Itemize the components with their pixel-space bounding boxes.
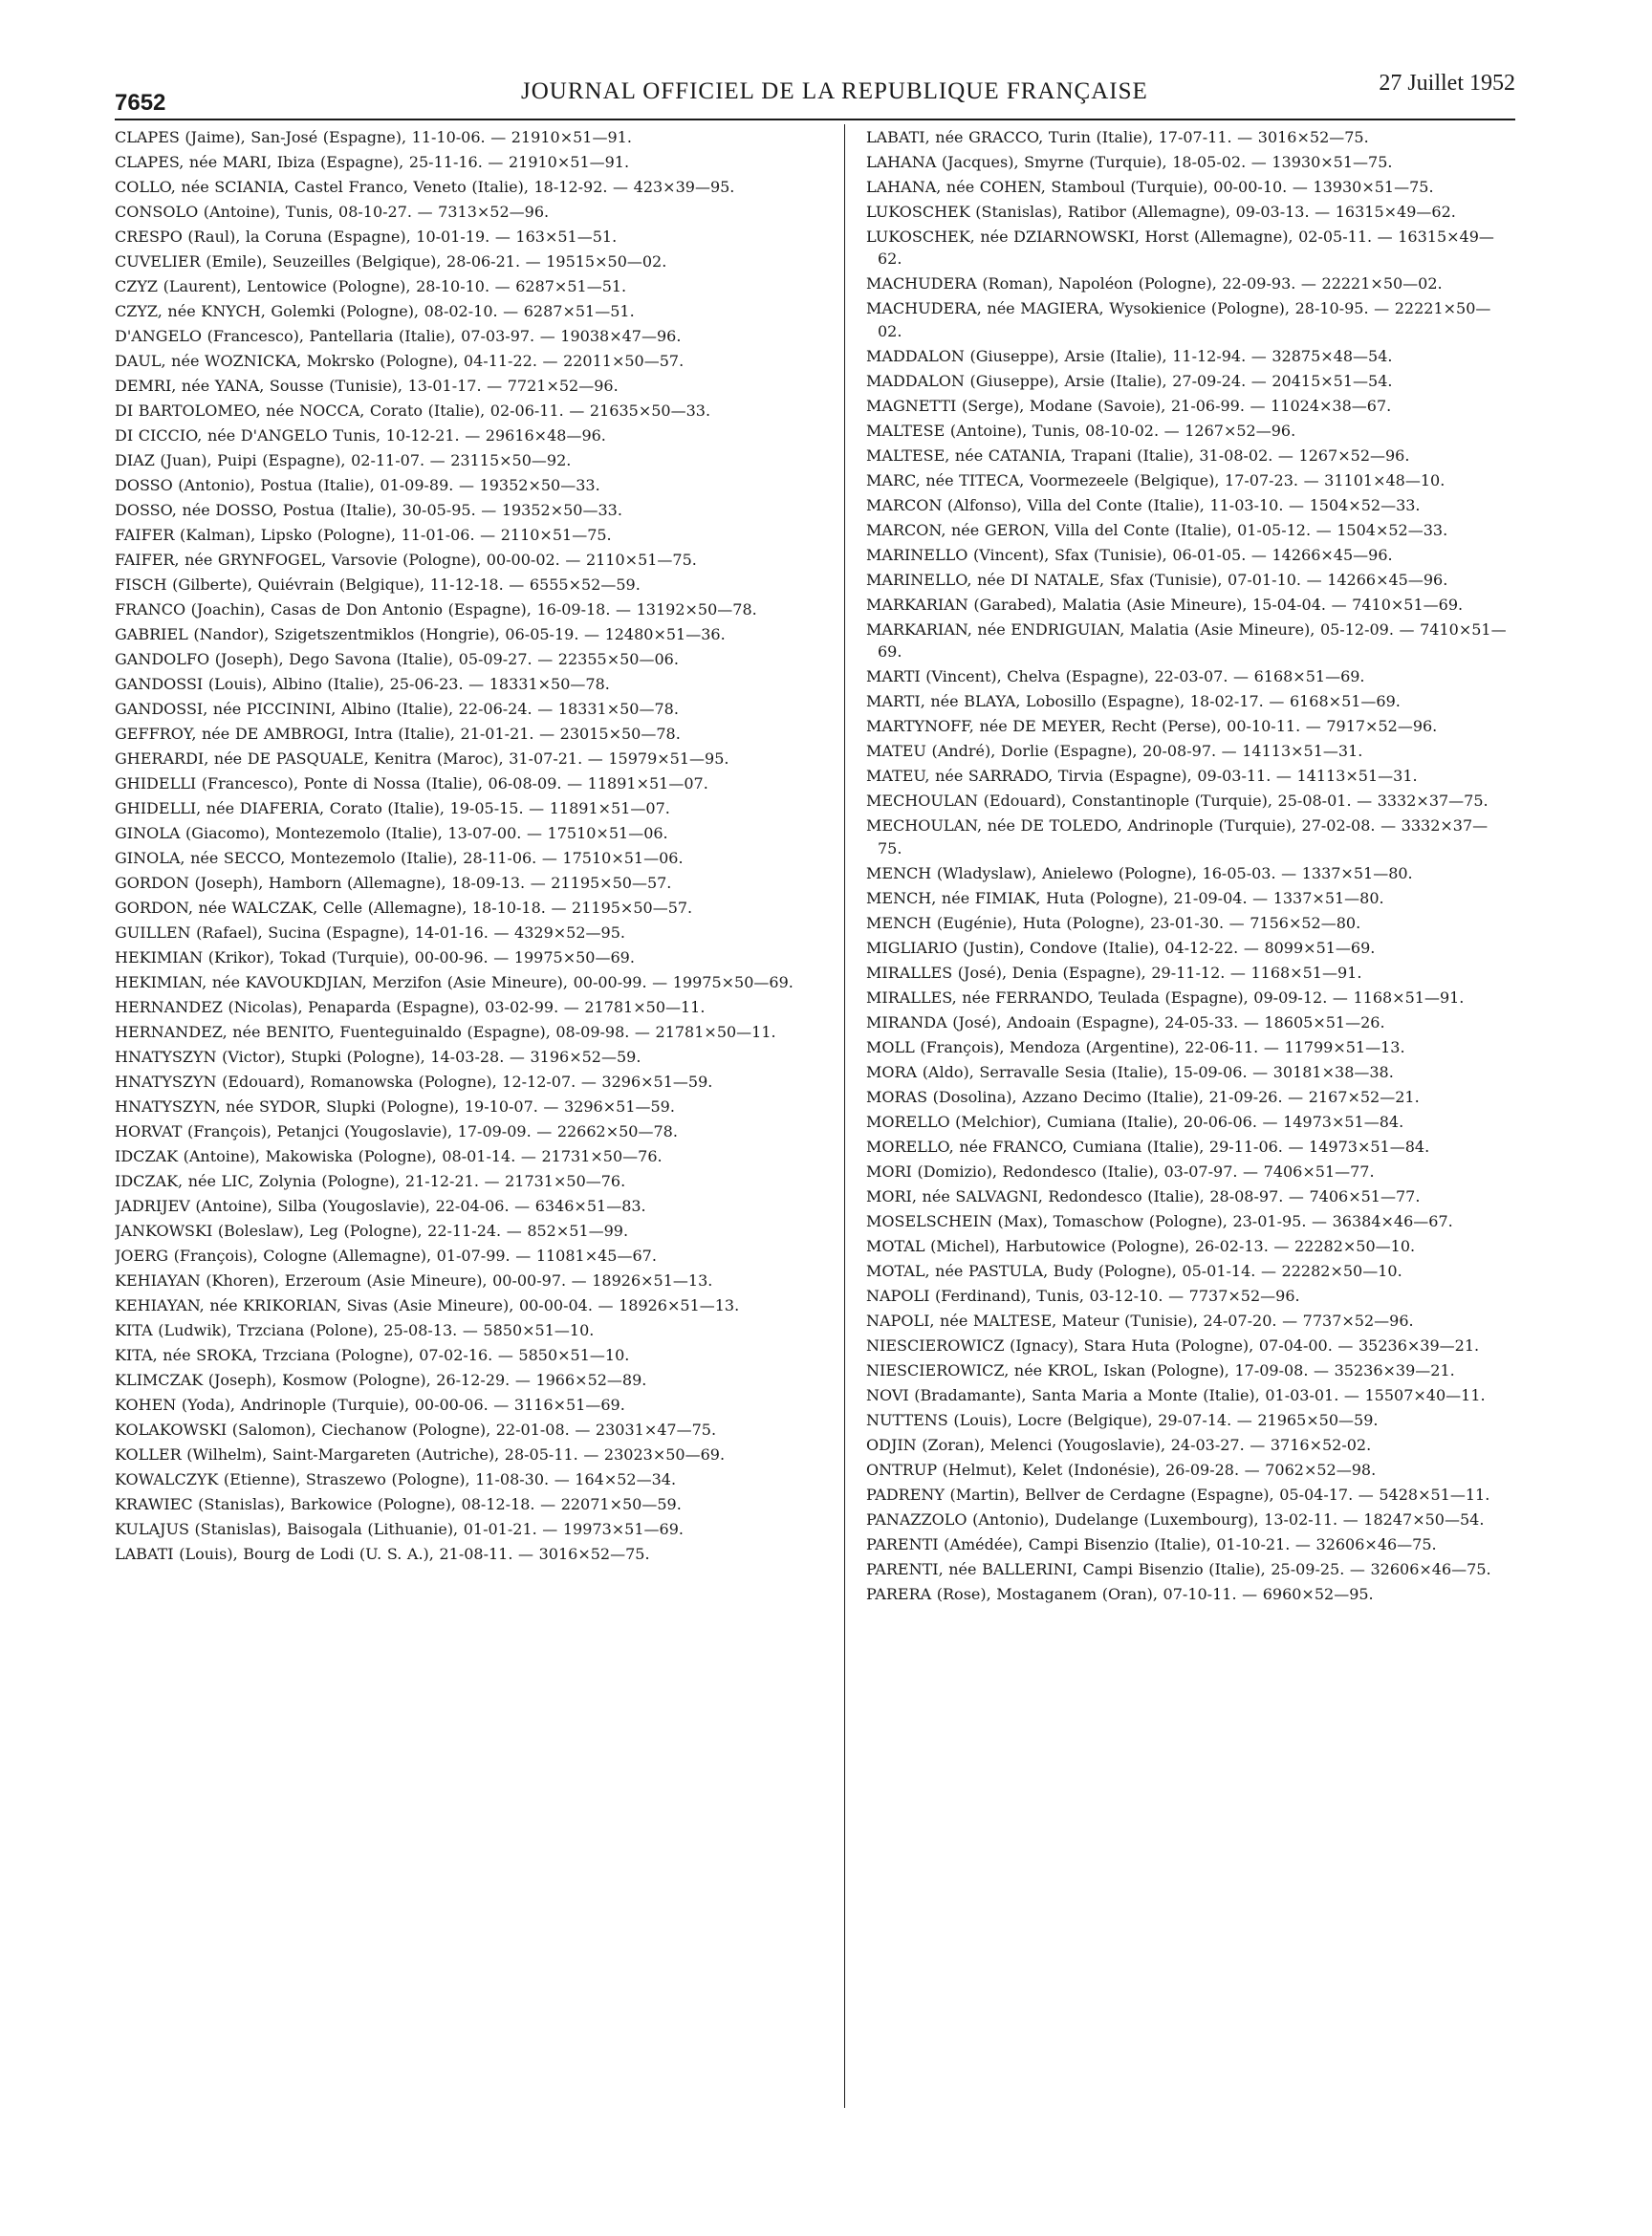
list-item: MARCON (Alfonso), Villa del Conte (Italie), 11-03-10. — 1504×52—33.	[866, 495, 1421, 514]
list-item: CRESPO (Raul), la Coruna (Espagne), 10-01-19. — 163×51—51.	[115, 228, 618, 246]
list-item: KEHIAYAN (Khoren), Erzeroum (Asie Mineure), 00-00-97. — 18926×51—13.	[115, 1271, 713, 1290]
list-item: GABRIEL (Nandor), Szigetszentmiklos (Hongrie), 06-05-19. — 12480×51—36.	[115, 625, 726, 643]
list-item: GHIDELLI, née DIAFERIA, Corato (Italie), 19-05-15. — 11891×51—07.	[115, 799, 670, 817]
list-item: FAIFER (Kalman), Lipsko (Pologne), 11-01-06. — 2110×51—75.	[115, 526, 612, 544]
list-item: HERNANDEZ (Nicolas), Penaparda (Espagne), 03-02-99. — 21781×50—11.	[115, 998, 706, 1016]
list-item: FRANCO (Joachin), Casas de Don Antonio (Espagne), 16-09-18. — 13192×50—78.	[115, 600, 757, 619]
list-item: NUTTENS (Louis), Locre (Belgique), 29-07-14. — 21965×50—59.	[866, 1410, 1379, 1429]
list-item: HEKIMIAN, née KAVOUKDJIAN, Merzifon (Asie Mineure), 00-00-99. — 19975×50—69.	[115, 973, 793, 991]
list-item: HEKIMIAN (Krikor), Tokad (Turquie), 00-00-96. — 19975×50—69.	[115, 948, 635, 966]
list-item: LUKOSCHEK (Stanislas), Ratibor (Allemagne), 09-03-13. — 16315×49—62.	[866, 203, 1456, 221]
list-item: GHIDELLI (Francesco), Ponte di Nossa (Italie), 06-08-09. — 11891×51—07.	[115, 774, 708, 792]
list-item: GINOLA (Giacomo), Montezemolo (Italie), 13-07-00. — 17510×51—06.	[115, 824, 668, 842]
column-divider	[844, 124, 845, 2108]
list-item: KLIMCZAK (Joseph), Kosmow (Pologne), 26-12-29. — 1966×52—89.	[115, 1371, 647, 1389]
list-item: PANAZZOLO (Antonio), Dudelange (Luxembourg), 13-02-11. — 18247×50—54.	[866, 1509, 1485, 1529]
list-item: MECHOULAN, née DE TOLEDO, Andrinople (Turquie), 27-02-08. — 3332×37—75.	[866, 816, 1489, 857]
list-item: MADDALON (Giuseppe), Arsie (Italie), 27-09-24. — 20415×51—54.	[866, 371, 1393, 390]
list-item: PARENTI (Amédée), Campi Bisenzio (Italie), 01-10-21. — 32606×46—75.	[866, 1534, 1437, 1553]
list-item: MIGLIARIO (Justin), Condove (Italie), 04-12-22. — 8099×51—69.	[866, 938, 1376, 957]
journal-title: JOURNAL OFFICIEL DE LA REPUBLIQUE FRANÇAISE	[521, 78, 1148, 104]
list-item: KITA, née SROKA, Trzciana (Pologne), 07-02-16. — 5850×51—10.	[115, 1346, 630, 1364]
list-item: MATEU (André), Dorlie (Espagne), 20-08-97. — 14113×51—31.	[866, 742, 1363, 761]
list-item: MIRALLES, née FERRANDO, Teulada (Espagne), 09-09-12. — 1168×51—91.	[866, 988, 1465, 1007]
list-item: MOTAL, née PASTULA, Budy (Pologne), 05-01-14. — 22282×50—10.	[866, 1261, 1402, 1280]
list-item: NIESCIEROWICZ, née KROL, Iskan (Pologne), 17-09-08. — 35236×39—21.	[866, 1360, 1455, 1379]
list-item: JADRIJEV (Antoine), Silba (Yougoslavie), 22-04-06. — 6346×51—83.	[115, 1197, 646, 1215]
list-item: CZYZ (Laurent), Lentowice (Pologne), 28-10-10. — 6287×51—51.	[115, 277, 627, 295]
right-column	[866, 126, 1511, 2105]
list-item: MARTI (Vincent), Chelva (Espagne), 22-03-07. — 6168×51—69.	[866, 667, 1365, 686]
list-item: DEMRI, née YANA, Sousse (Tunisie), 13-01-17. — 7721×52—96.	[115, 377, 619, 395]
list-item: MALTESE (Antoine), Tunis, 08-10-02. — 1267×52—96.	[866, 421, 1296, 440]
list-item: KITA (Ludwik), Trzciana (Polone), 25-08-13. — 5850×51—10.	[115, 1321, 595, 1339]
list-item: GORDON, née WALCZAK, Celle (Allemagne), 18-10-18. — 21195×50—57.	[115, 899, 693, 917]
list-item: MORELLO, née FRANCO, Cumiana (Italie), 29-11-06. — 14973×51—84.	[866, 1137, 1430, 1156]
list-item: DI CICCIO, née D'ANGELO Tunis, 10-12-21. — 29616×48—96.	[115, 426, 606, 445]
list-item: HORVAT (François), Petanjci (Yougoslavie), 17-09-09. — 22662×50—78.	[115, 1122, 678, 1140]
list-item: DOSSO, née DOSSO, Postua (Italie), 30-05-95. — 19352×50—33.	[115, 501, 622, 519]
list-item: MECHOULAN (Edouard), Constantinople (Turquie), 25-08-01. — 3332×37—75.	[866, 792, 1489, 811]
list-item: JANKOWSKI (Boleslaw), Leg (Pologne), 22-11-24. — 852×51—99.	[115, 1222, 629, 1240]
list-item: GANDOSSI (Louis), Albino (Italie), 25-06-23. — 18331×50—78.	[115, 675, 610, 693]
list-item: KOWALCZYK (Etienne), Straszewo (Pologne), 11-08-30. — 164×52—34.	[115, 1470, 677, 1488]
list-item: MADDALON (Giuseppe), Arsie (Italie), 11-12-94. — 32875×48—54.	[866, 346, 1393, 365]
list-item: MIRALLES (José), Denia (Espagne), 29-11-12. — 1168×51—91.	[866, 963, 1362, 982]
list-item: MORA (Aldo), Serravalle Sesia (Italie), 15-09-06. — 30181×38—38.	[866, 1062, 1394, 1081]
list-item: MACHUDERA, née MAGIERA, Wysokienice (Pologne), 28-10-95. — 22221×50—02.	[866, 299, 1491, 340]
list-item: FISCH (Gilberte), Quiévrain (Belgique), 11-12-18. — 6555×52—59.	[115, 575, 641, 594]
list-item: D'ANGELO (Francesco), Pantellaria (Italie), 07-03-97. — 19038×47—96.	[115, 327, 682, 345]
list-item: ODJIN (Zoran), Melenci (Yougoslavie), 24-03-27. — 3716×52-02.	[866, 1435, 1372, 1454]
list-item: GANDOSSI, née PICCININI, Albino (Italie), 22-06-24. — 18331×50—78.	[115, 700, 679, 718]
list-item: NOVI (Bradamante), Santa Maria a Monte (Italie), 01-03-01. — 15507×40—11.	[866, 1385, 1486, 1404]
list-item: FAIFER, née GRYNFOGEL, Varsovie (Pologne), 00-00-02. — 2110×51—75.	[115, 551, 697, 569]
list-item: GINOLA, née SECCO, Montezemolo (Italie), 28-11-06. — 17510×51—06.	[115, 849, 684, 867]
list-item: MOSELSCHEIN (Max), Tomaschow (Pologne), 23-01-95. — 36384×46—67.	[866, 1211, 1453, 1230]
left-column	[115, 126, 827, 2105]
list-item: MARTYNOFF, née DE MEYER, Recht (Perse), 00-10-11. — 7917×52—96.	[866, 717, 1438, 736]
list-item: ONTRUP (Helmut), Kelet (Indonésie), 26-09-28. — 7062×52—98.	[866, 1460, 1377, 1479]
list-item: MIRANDA (José), Andoain (Espagne), 24-05-33. — 18605×51—26.	[866, 1012, 1385, 1031]
list-item: MALTESE, née CATANIA, Trapani (Italie), 31-08-02. — 1267×52—96.	[866, 445, 1410, 465]
list-item: GHERARDI, née DE PASQUALE, Kenitra (Maroc), 31-07-21. — 15979×51—95.	[115, 749, 729, 768]
list-item: HNATYSZYN, née SYDOR, Slupki (Pologne), 19-10-07. — 3296×51—59.	[115, 1097, 675, 1116]
list-item: MORI (Domizio), Redondesco (Italie), 03-07-97. — 7406×51—77.	[866, 1161, 1375, 1181]
list-item: KRAWIEC (Stanislas), Barkowice (Pologne), 08-12-18. — 22071×50—59.	[115, 1495, 682, 1513]
list-item: KOLAKOWSKI (Salomon), Ciechanow (Pologne), 22-01-08. — 23031×47—75.	[115, 1421, 717, 1439]
list-item: PARERA (Rose), Mostaganem (Oran), 07-10-11. — 6960×52—95.	[866, 1584, 1374, 1603]
list-item: MARKARIAN (Garabed), Malatia (Asie Mineure), 15-04-04. — 7410×51—69.	[866, 595, 1464, 614]
list-item: LAHANA, née COHEN, Stamboul (Turquie), 00-00-10. — 13930×51—75.	[866, 178, 1434, 196]
list-item: DOSSO (Antonio), Postua (Italie), 01-09-89. — 19352×50—33.	[115, 476, 600, 494]
list-item: DI BARTOLOMEO, née NOCCA, Corato (Italie), 02-06-11. — 21635×50—33.	[115, 402, 711, 420]
list-item: MENCH (Wladyslaw), Anielewo (Pologne), 16-05-03. — 1337×51—80.	[866, 863, 1413, 882]
list-item: KOLLER (Wilhelm), Saint-Margareten (Autriche), 28-05-11. — 23023×50—69.	[115, 1445, 726, 1464]
list-item: GORDON (Joseph), Hamborn (Allemagne), 18-09-13. — 21195×50—57.	[115, 874, 672, 892]
page-number: 7652	[115, 90, 166, 116]
list-item: COLLO, née SCIANIA, Castel Franco, Veneto (Italie), 18-12-92. — 423×39—95.	[115, 178, 735, 196]
list-item: MACHUDERA (Roman), Napoléon (Pologne), 22-09-93. — 22221×50—02.	[866, 274, 1443, 293]
list-item: PADRENY (Martin), Bellver de Cerdagne (Espagne), 05-04-17. — 5428×51—11.	[866, 1485, 1490, 1504]
list-item: LABATI (Louis), Bourg de Lodi (U. S. A.), 21-08-11. — 3016×52—75.	[115, 1545, 650, 1563]
list-item: CUVELIER (Emile), Seuzeilles (Belgique), 28-06-21. — 19515×50—02.	[115, 252, 667, 271]
list-item: MARC, née TITECA, Voormezeele (Belgique), 17-07-23. — 31101×48—10.	[866, 470, 1446, 489]
list-item: MARKARIAN, née ENDRIGUIAN, Malatia (Asie Mineure), 05-12-09. — 7410×51—69.	[866, 619, 1507, 662]
list-item: CLAPES, née MARI, Ibiza (Espagne), 25-11-16. — 21910×51—91.	[115, 153, 630, 171]
list-item: KEHIAYAN, née KRIKORIAN, Sivas (Asie Mineure), 00-00-04. — 18926×51—13.	[115, 1296, 740, 1314]
list-item: MORI, née SALVAGNI, Redondesco (Italie), 28-08-97. — 7406×51—77.	[866, 1186, 1421, 1205]
list-item: DIAZ (Juan), Puipi (Espagne), 02-11-07. — 23115×50—92.	[115, 451, 572, 469]
page-header	[115, 71, 1515, 116]
list-item: KULAJUS (Stanislas), Baisogala (Lithuanie), 01-01-21. — 19973×51—69.	[115, 1520, 684, 1538]
list-item: KOHEN (Yoda), Andrinople (Turquie), 00-00-06. — 3116×51—69.	[115, 1396, 625, 1414]
list-item: MARTI, née BLAYA, Lobosillo (Espagne), 18-02-17. — 6168×51—69.	[866, 692, 1401, 711]
list-item: CZYZ, née KNYCH, Golemki (Pologne), 08-02-10. — 6287×51—51.	[115, 302, 635, 320]
list-item: DAUL, née WOZNICKA, Mokrsko (Pologne), 04-11-22. — 22011×50—57.	[115, 352, 685, 370]
list-item: MARINELLO, née DI NATALE, Sfax (Tunisie), 07-01-10. — 14266×45—96.	[866, 570, 1448, 589]
list-item: CLAPES (Jaime), San-José (Espagne), 11-10-06. — 21910×51—91.	[115, 128, 632, 146]
list-item: HNATYSZYN (Edouard), Romanowska (Pologne), 12-12-07. — 3296×51—59.	[115, 1073, 713, 1091]
list-item: IDCZAK (Antoine), Makowiska (Pologne), 08-01-14. — 21731×50—76.	[115, 1147, 663, 1165]
list-item: GUILLEN (Rafael), Sucina (Espagne), 14-01-16. — 4329×52—95.	[115, 923, 625, 942]
list-item: NIESCIEROWICZ (Ignacy), Stara Huta (Pologne), 07-04-00. — 35236×39—21.	[866, 1335, 1480, 1355]
list-item: MARINELLO (Vincent), Sfax (Tunisie), 06-01-05. — 14266×45—96.	[866, 545, 1393, 564]
list-item: LAHANA (Jacques), Smyrne (Turquie), 18-05-02. — 13930×51—75.	[866, 153, 1393, 171]
list-item: MARCON, née GERON, Villa del Conte (Italie), 01-05-12. — 1504×52—33.	[866, 520, 1448, 539]
list-item: HNATYSZYN (Victor), Stupki (Pologne), 14-03-28. — 3196×52—59.	[115, 1048, 641, 1066]
list-item: MORAS (Dosolina), Azzano Decimo (Italie), 21-09-26. — 2167×52—21.	[866, 1087, 1420, 1106]
list-item: NAPOLI (Ferdinand), Tunis, 03-12-10. — 7737×52—96.	[866, 1286, 1300, 1305]
list-item: CONSOLO (Antoine), Tunis, 08-10-27. — 7313×52—96.	[115, 203, 550, 221]
header-rule	[115, 119, 1515, 120]
list-item: MENCH, née FIMIAK, Huta (Pologne), 21-09-04. — 1337×51—80.	[866, 888, 1384, 907]
list-item: GEFFROY, née DE AMBROGI, Intra (Italie), 21-01-21. — 23015×50—78.	[115, 725, 681, 743]
list-item: LABATI, née GRACCO, Turin (Italie), 17-07-11. — 3016×52—75.	[866, 128, 1369, 146]
list-item: PARENTI, née BALLERINI, Campi Bisenzio (Italie), 25-09-25. — 32606×46—75.	[866, 1559, 1491, 1578]
list-item: MOTAL (Michel), Harbutowice (Pologne), 26-02-13. — 22282×50—10.	[866, 1236, 1416, 1255]
list-item: IDCZAK, née LIC, Zolynia (Pologne), 21-12-21. — 21731×50—76.	[115, 1172, 626, 1190]
issue-date: 27 Juillet 1952	[1379, 71, 1515, 96]
list-item: JOERG (François), Cologne (Allemagne), 01-07-99. — 11081×45—67.	[115, 1247, 657, 1265]
list-item: MAGNETTI (Serge), Modane (Savoie), 21-06-99. — 11024×38—67.	[866, 396, 1392, 415]
list-item: MORELLO (Melchior), Cumiana (Italie), 20-06-06. — 14973×51—84.	[866, 1112, 1404, 1131]
list-item: LUKOSCHEK, née DZIARNOWSKI, Horst (Allemagne), 02-05-11. — 16315×49—62.	[866, 228, 1494, 269]
list-item: MENCH (Eugénie), Huta (Pologne), 23-01-30. — 7156×52—80.	[866, 913, 1361, 932]
list-item: GANDOLFO (Joseph), Dego Savona (Italie), 05-09-27. — 22355×50—06.	[115, 650, 679, 668]
list-item: MOLL (François), Mendoza (Argentine), 22-06-11. — 11799×51—13.	[866, 1037, 1405, 1056]
list-item: HERNANDEZ, née BENITO, Fuenteguinaldo (Espagne), 08-09-98. — 21781×50—11.	[115, 1023, 776, 1041]
list-item: NAPOLI, née MALTESE, Mateur (Tunisie), 24-07-20. — 7737×52—96.	[866, 1311, 1414, 1330]
list-item: MATEU, née SARRADO, Tirvia (Espagne), 09-03-11. — 14113×51—31.	[866, 767, 1418, 786]
